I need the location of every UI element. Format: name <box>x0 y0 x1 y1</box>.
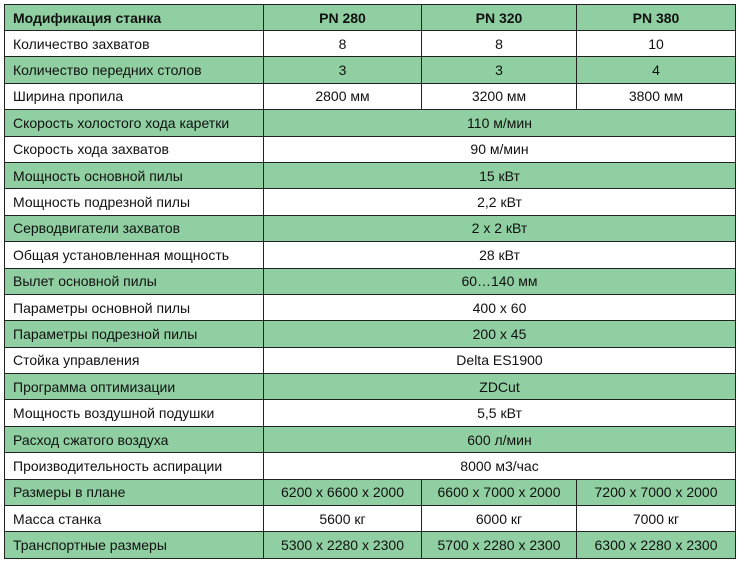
row-value: Delta ES1900 <box>264 347 736 373</box>
row-value: 3 <box>422 57 577 83</box>
model-header: PN 380 <box>577 5 736 31</box>
table-row <box>5 189 736 215</box>
model-header: PN 320 <box>422 5 577 31</box>
row-value: 400 х 60 <box>264 294 736 320</box>
row-value: 6200 х 6600 х 2000 <box>264 479 422 505</box>
row-value: 8000 м3/час <box>264 453 736 479</box>
row-label: Скорость холостого хода каретки <box>5 110 264 136</box>
row-label: Размеры в плане <box>5 479 264 505</box>
row-label: Стойка управления <box>5 347 264 373</box>
row-value: 2 х 2 кВт <box>264 215 736 241</box>
row-label: Мощность подрезной пилы <box>5 189 264 215</box>
row-value: 600 л/мин <box>264 426 736 452</box>
table-row <box>5 242 736 268</box>
row-label: Параметры подрезной пилы <box>5 321 264 347</box>
row-value: 3800 мм <box>577 83 736 109</box>
table-row <box>5 453 736 479</box>
row-label: Мощность основной пилы <box>5 162 264 188</box>
row-value: 5600 кг <box>264 506 422 532</box>
row-value: 5700 х 2280 х 2300 <box>422 532 577 559</box>
table-row <box>5 31 736 57</box>
row-value: 200 х 45 <box>264 321 736 347</box>
row-value: 3 <box>264 57 422 83</box>
table-row <box>5 321 736 347</box>
table-row <box>5 83 736 109</box>
model-header: PN 280 <box>264 5 422 31</box>
row-value: 6300 х 2280 х 2300 <box>577 532 736 559</box>
row-value: ZDCut <box>264 374 736 400</box>
table-row <box>5 506 736 532</box>
row-value: 60…140 мм <box>264 268 736 294</box>
row-value: 5,5 кВт <box>264 400 736 426</box>
header-row <box>5 5 736 31</box>
table-row <box>5 294 736 320</box>
table-row <box>5 426 736 452</box>
row-label: Производительность аспирации <box>5 453 264 479</box>
table-row <box>5 268 736 294</box>
row-label: Ширина пропила <box>5 83 264 109</box>
table-row <box>5 57 736 83</box>
row-value: 6600 х 7000 х 2000 <box>422 479 577 505</box>
row-label: Серводвигатели захватов <box>5 215 264 241</box>
table-row <box>5 479 736 505</box>
table-row <box>5 347 736 373</box>
row-label: Транспортные размеры <box>5 532 264 559</box>
table-row <box>5 136 736 162</box>
row-label: Скорость хода захватов <box>5 136 264 162</box>
table-row <box>5 532 736 559</box>
row-value: 90 м/мин <box>264 136 736 162</box>
row-label: Мощность воздушной подушки <box>5 400 264 426</box>
row-value: 2800 мм <box>264 83 422 109</box>
row-value: 8 <box>422 31 577 57</box>
table-row <box>5 162 736 188</box>
row-value: 10 <box>577 31 736 57</box>
row-label: Расход сжатого воздуха <box>5 426 264 452</box>
table-row <box>5 110 736 136</box>
row-value: 8 <box>264 31 422 57</box>
table-row <box>5 215 736 241</box>
row-value: 2,2 кВт <box>264 189 736 215</box>
row-value: 3200 мм <box>422 83 577 109</box>
row-value: 5300 х 2280 х 2300 <box>264 532 422 559</box>
table-row <box>5 400 736 426</box>
row-value: 6000 кг <box>422 506 577 532</box>
row-value: 15 кВт <box>264 162 736 188</box>
row-label: Общая установленная мощность <box>5 242 264 268</box>
header-label: Модификация станка <box>5 5 264 31</box>
table-row <box>5 374 736 400</box>
row-value: 28 кВт <box>264 242 736 268</box>
row-label: Вылет основной пилы <box>5 268 264 294</box>
row-value: 4 <box>577 57 736 83</box>
row-value: 110 м/мин <box>264 110 736 136</box>
row-value: 7200 х 7000 х 2000 <box>577 479 736 505</box>
row-label: Параметры основной пилы <box>5 294 264 320</box>
row-label: Масса станка <box>5 506 264 532</box>
row-value: 7000 кг <box>577 506 736 532</box>
row-label: Программа оптимизации <box>5 374 264 400</box>
row-label: Количество захватов <box>5 31 264 57</box>
row-label: Количество передних столов <box>5 57 264 83</box>
specifications-table <box>4 4 736 559</box>
